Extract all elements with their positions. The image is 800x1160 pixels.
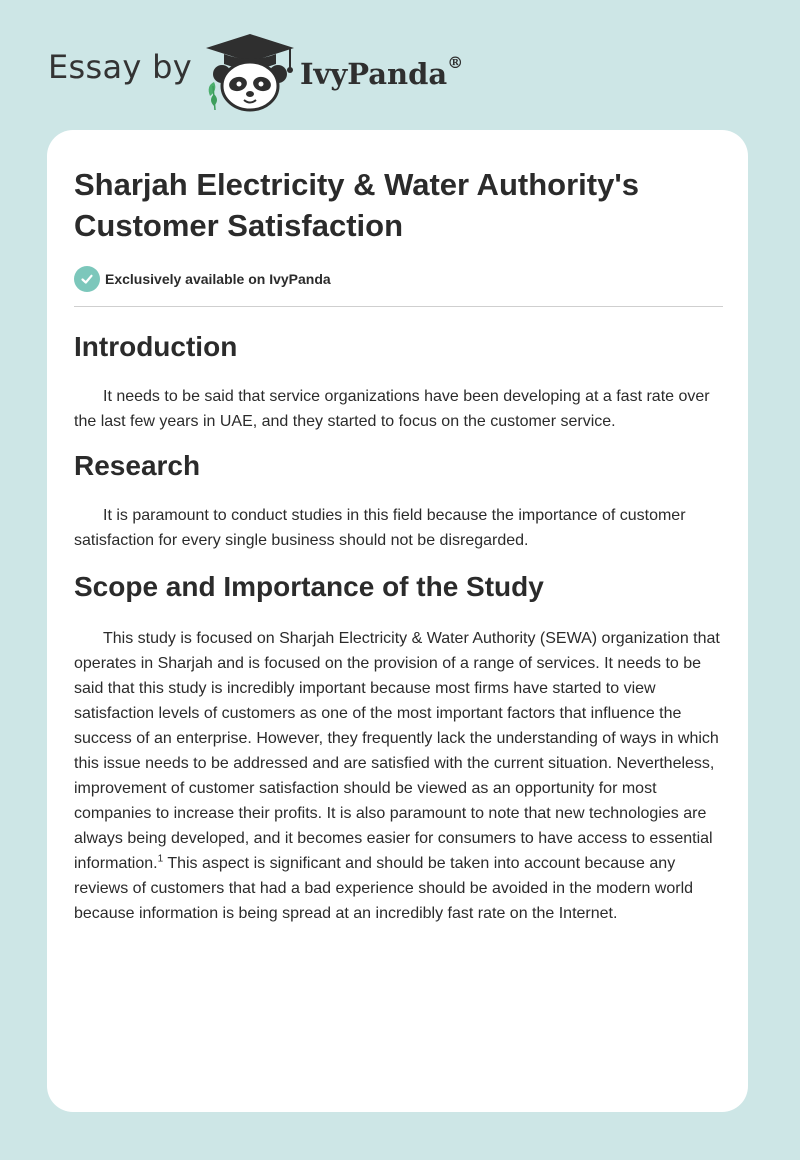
section-heading-scope: Scope and Importance of the Study [74,571,544,602]
scope-text-part1: This study is focused on Sharjah Electricity & Water Authority (SEWA) organization that operates in Sharjah and is focused on the provision of a range of services. It needs to be said that this study is incredibly important because most firms have started to view satisfaction levels of customers as one of the most important factors that influence the success of an enterprise. However, they frequently lack the understanding of ways in which this issue needs to be addressed and are satisfied with the current situation. Nevertheless, improvement of customer satisfaction should be viewed as an opportunity for most companies to increase their profits. It is also paramount to note that new technologies are always being developed, and it becomes easier for consumers to have access to essential information. [74,630,720,872]
footnote-marker[interactable]: 1 [157,853,164,865]
scope-text-part2: This aspect is significant and should be taken into account because any reviews of customers that had a bad experience should be avoided in the modern world because information is being spread at an incredibly fast rate on the Internet. [74,855,694,922]
section-heading-research: Research [74,450,201,481]
section-paragraph-introduction: It needs to be said that service organizations have been developing at a fast rate over the last few years in UAE, and they started to focus on the customer service. [74,388,710,430]
essay-title [74,164,724,246]
essay-content [74,164,724,926]
site-header [48,30,463,112]
registered-mark: ® [447,53,464,72]
essay-title-line2: Customer Satisfaction [74,208,404,243]
essay-by-label: Essay by [48,48,192,86]
essay-card [47,130,748,1112]
essay-title-line1: Sharjah Electricity & Water Authority's [74,167,639,202]
panda-graduate-icon[interactable] [204,30,296,112]
check-circle-icon [74,266,100,292]
brand-name[interactable]: IvyPanda® [299,53,464,91]
exclusive-text: Exclusively available on IvyPanda [105,271,331,287]
section-heading-introduction: Introduction [74,331,238,362]
divider [74,306,723,307]
section-paragraph-scope [74,626,724,926]
section-paragraph-research: It is paramount to conduct studies in this field because the importance of customer satisfaction for every single business should not be disregarded. [74,507,686,549]
exclusive-badge [74,266,724,292]
